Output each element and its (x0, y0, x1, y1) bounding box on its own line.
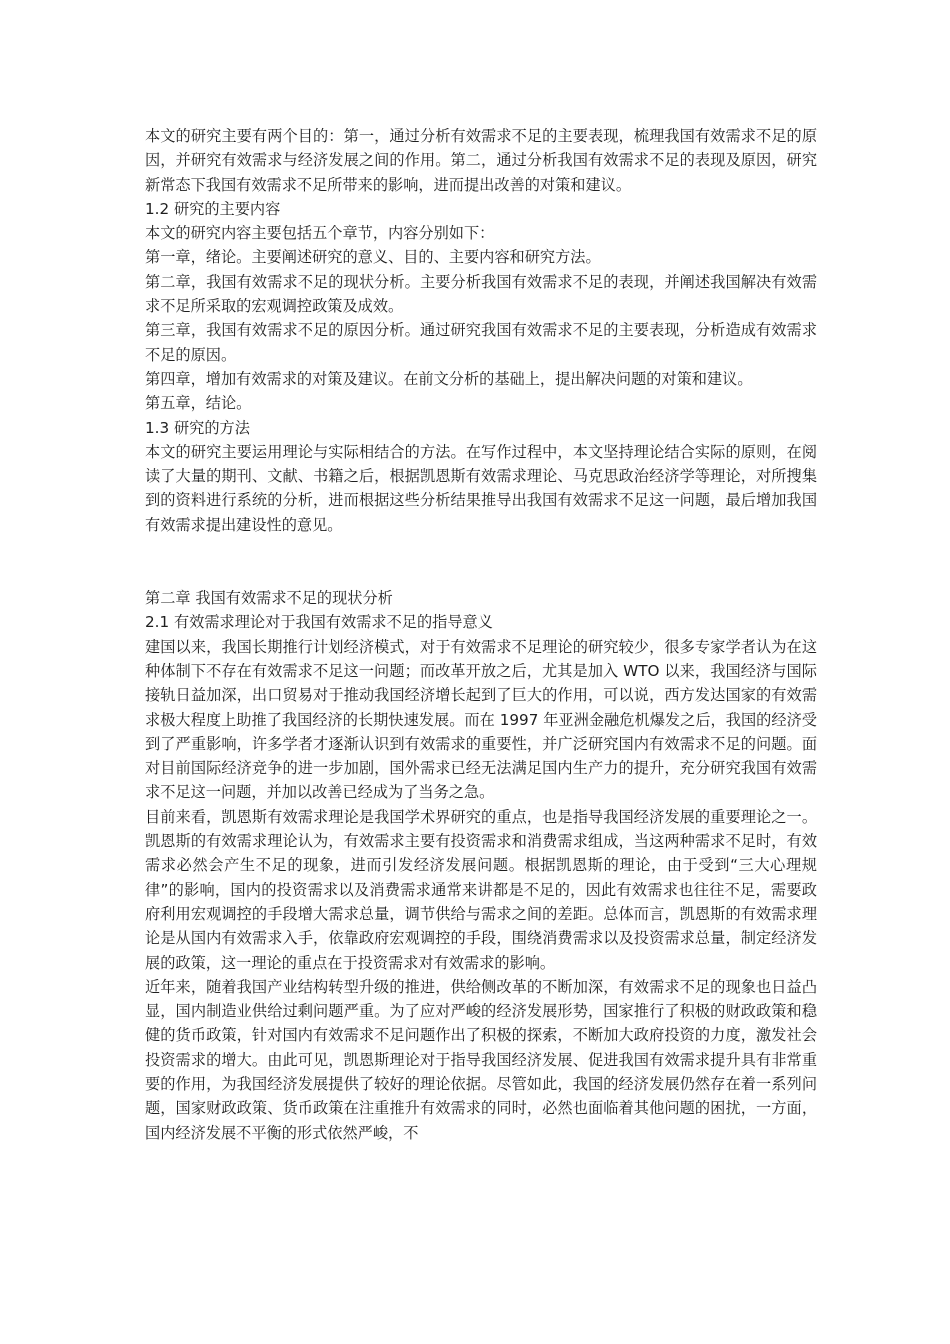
chapter-1-summary: 第一章，绪论。主要阐述研究的意义、目的、主要内容和研究方法。 (145, 248, 601, 267)
method-paragraph: 本文的研究主要运用理论与实际相结合的方法。在写作过程中，本文坚持理论结合实际的原则，在阅读了大量的期刊、文献、书籍之后，根据凯恩斯有效需求理论、马克思政治经济学等理论，对所搜集到的资料进行系统的分析，进而根据这些分析结果推导出我国有效需求不足这一问题，最后增加我国有效需求提出建设性的意见。 (145, 442, 817, 534)
purpose-paragraph: 本文的研究主要有两个目的：第一，通过分析有效需求不足的主要表现，梳理我国有效需求不足的原因，并研究有效需求与经济发展之间的作用。第二，通过分析我国有效需求不足的表现及原因，研究新常态下我国有效需求不足所带来的影响，进而提出改善的对策和建议。 (145, 127, 817, 194)
chapter-break (145, 537, 817, 586)
section-heading-1-3: 1.3 研究的方法 (145, 418, 250, 437)
content-intro: 本文的研究内容主要包括五个章节，内容分别如下： (145, 224, 495, 243)
section-heading-2-1: 2.1 有效需求理论对于我国有效需求不足的指导意义 (145, 613, 493, 632)
chapter-2-summary: 第二章，我国有效需求不足的现状分析。主要分析我国有效需求不足的表现，并阐述我国解决有效需求不足所采取的宏观调控政策及成效。 (145, 272, 817, 316)
section-heading-1-2: 1.2 研究的主要内容 (145, 199, 281, 218)
chapter-2-title: 第二章 我国有效需求不足的现状分析 (145, 589, 393, 608)
body-paragraph-2: 目前来看，凯恩斯有效需求理论是我国学术界研究的重点，也是指导我国经济发展的重要理论之一。凯恩斯的有效需求理论认为，有效需求主要有投资需求和消费需求组成，当这两种需求不足时，有效需求必然会产生不足的现象，进而引发经济发展问题。根据凯恩斯的理论，由于受到“三大心理规律”的影响，国内的投资需求以及消费需求通常来讲都是不足的，因此有效需求也往往不足，需要政府利用宏观调控的手段增大需求总量，调节供给与需求之间的差距。总体而言，凯恩斯的有效需求理论是从国内有效需求入手，依靠政府宏观调控的手段，围绕消费需求以及投资需求总量，制定经济发展的政策，这一理论的重点在于投资需求对有效需求的影响。 (145, 807, 817, 972)
chapter-5-summary: 第五章，结论。 (145, 394, 252, 413)
chapter-3-summary: 第三章，我国有效需求不足的原因分析。通过研究我国有效需求不足的主要表现，分析造成有效需求不足的原因。 (145, 321, 817, 364)
document-page (145, 124, 817, 1145)
chapter-4-summary: 第四章，增加有效需求的对策及建议。在前文分析的基础上，提出解决问题的对策和建议。 (145, 369, 753, 388)
body-paragraph-1: 建国以来，我国长期推行计划经济模式，对于有效需求不足理论的研究较少，很多专家学者认为在这种体制下不存在有效需求不足这一问题；而改革开放之后，尤其是加入 WTO 以来，我国经济与国际接轨日益加深，出口贸易对于推动我国经济增长起到了巨大的作用，可以说，西方发达国家的有效需求极大程度上助推了我国经济的长期快速发展。而在 1997 年亚洲金融危机爆发之后，我国的经济受到了严重影响，许多学者才逐渐认识到有效需求的重要性，并广泛研究国内有效需求不足的问题。面对目前国际经济竞争的进一步加剧，国外需求已经无法满足国内生产力的提升，充分研究我国有效需求不足这一问题，并加以改善已经成为了当务之急。 (145, 637, 817, 802)
body-paragraph-3: 近年来，随着我国产业结构转型升级的推进，供给侧改革的不断加深，有效需求不足的现象也日益凸显，国内制造业供给过剩问题严重。为了应对严峻的经济发展形势，国家推行了积极的财政政策和稳健的货币政策，针对国内有效需求不足问题作出了积极的探索，不断加大政府投资的力度，激发社会投资需求的增大。由此可见，凯恩斯理论对于指导我国经济发展、促进我国有效需求提升具有非常重要的作用，为我国经济发展提供了较好的理论依据。尽管如此，我国的经济发展仍然存在着一系列问题，国家财政政策、货币政策在注重推升有效需求的同时，必然也面临着其他问题的困扰，一方面，国内经济发展不平衡的形式依然严峻，不 (145, 977, 817, 1142)
